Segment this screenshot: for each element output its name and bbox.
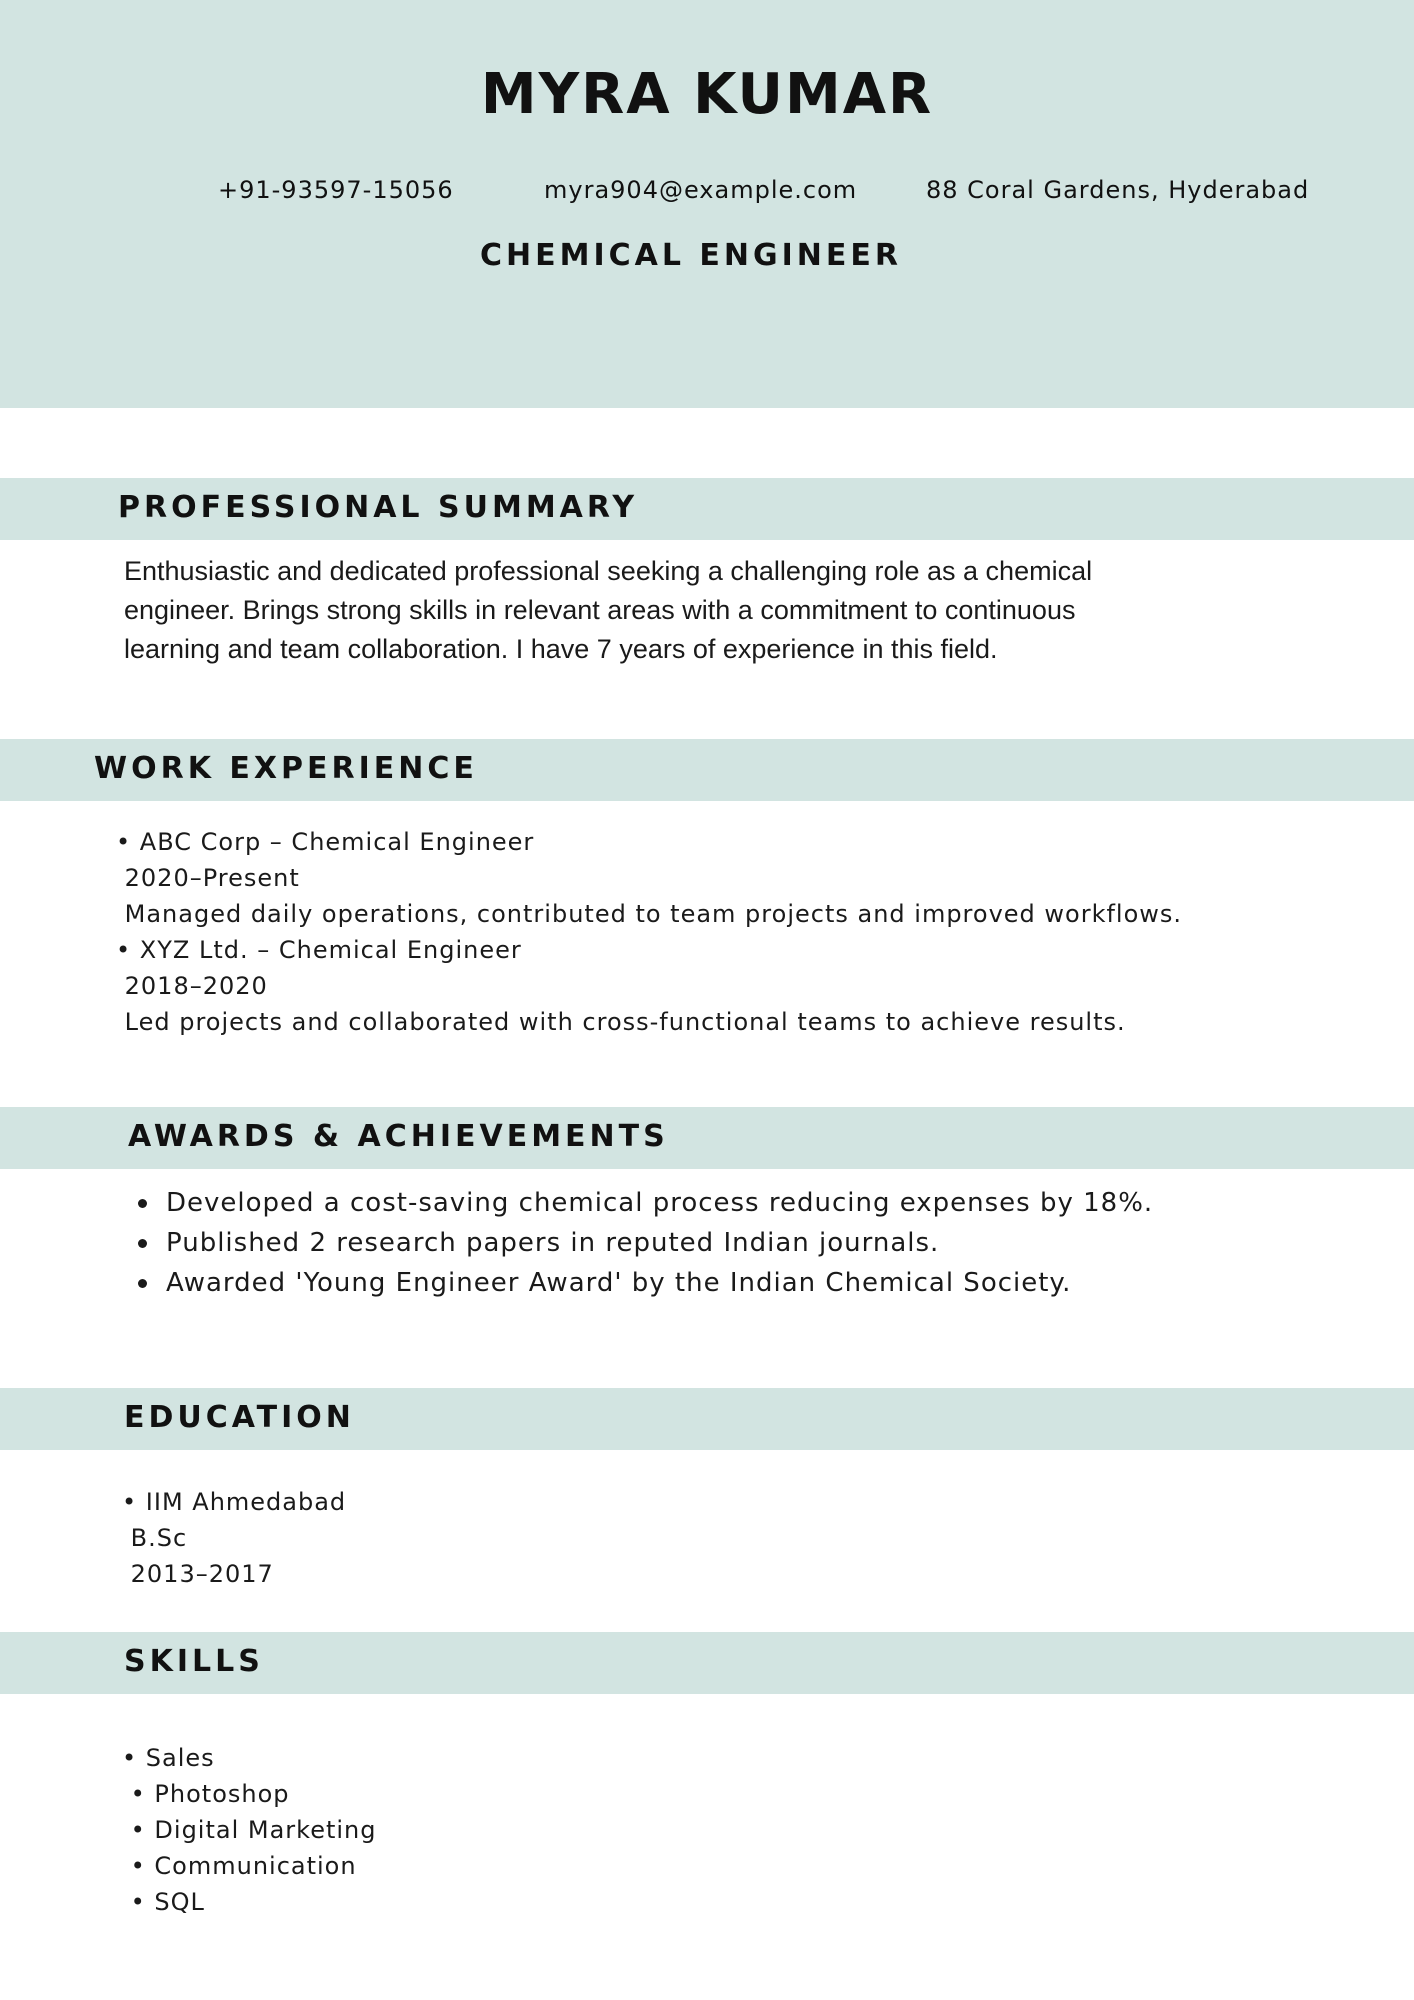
- skill-item: • Communication: [122, 1852, 357, 1880]
- candidate-name: MYRA KUMAR: [480, 62, 934, 127]
- award-text: Awarded 'Young Engineer Award' by the Indian Chemical Society.: [166, 1268, 1072, 1298]
- experience-line: • XYZ Ltd. – Chemical Engineer: [116, 936, 522, 964]
- bullet-icon: [138, 1279, 147, 1288]
- experience-line: 2018–2020: [116, 972, 268, 1000]
- skill-item: • SQL: [122, 1888, 205, 1916]
- award-text: Published 2 research papers in reputed Indian journals.: [166, 1228, 940, 1258]
- experience-heading: WORK EXPERIENCE: [94, 751, 478, 786]
- skills-heading: SKILLS: [124, 1644, 264, 1679]
- job-title: CHEMICAL ENGINEER: [479, 238, 902, 273]
- education-line: 2013–2017: [122, 1560, 274, 1588]
- skill-item: • Photoshop: [122, 1780, 290, 1808]
- experience-list: [116, 824, 1182, 1040]
- bullet-icon: [138, 1239, 147, 1248]
- phone-number: +91-93597-15056: [218, 176, 454, 204]
- header-panel: [0, 0, 1414, 408]
- skill-item: • Digital Marketing: [122, 1816, 377, 1844]
- award-text: Developed a cost-saving chemical process reducing expenses by 18%.: [166, 1188, 1154, 1218]
- awards-heading: AWARDS & ACHIEVEMENTS: [128, 1119, 669, 1154]
- summary-heading: PROFESSIONAL SUMMARY: [118, 490, 639, 525]
- education-line: • IIM Ahmedabad: [122, 1488, 347, 1516]
- experience-line: Managed daily operations, contributed to team projects and improved workflows.: [116, 900, 1183, 928]
- skills-list: [122, 1740, 377, 1920]
- award-item: [134, 1183, 1153, 1223]
- skill-item: • Sales: [122, 1744, 215, 1772]
- awards-list: [134, 1183, 1153, 1303]
- summary-text: Enthusiastic and dedicated professional seeking a challenging role as a chemical engineer. Brings strong skills in relevant areas with a commitment to continuous learning and team collaboration. I have 7 years of experience in this field.: [124, 556, 1093, 664]
- award-item: [134, 1263, 1153, 1303]
- email-address: myra904@example.com: [544, 176, 858, 204]
- experience-line: 2020–Present: [116, 864, 300, 892]
- home-address: 88 Coral Gardens, Hyderabad: [926, 176, 1310, 204]
- experience-line: • ABC Corp – Chemical Engineer: [116, 828, 535, 856]
- education-heading: EDUCATION: [124, 1400, 355, 1435]
- award-item: [134, 1223, 1153, 1263]
- education-list: [122, 1484, 346, 1592]
- experience-line: Led projects and collaborated with cross-functional teams to achieve results.: [116, 1008, 1126, 1036]
- bullet-icon: [138, 1199, 147, 1208]
- education-line: B.Sc: [122, 1524, 188, 1552]
